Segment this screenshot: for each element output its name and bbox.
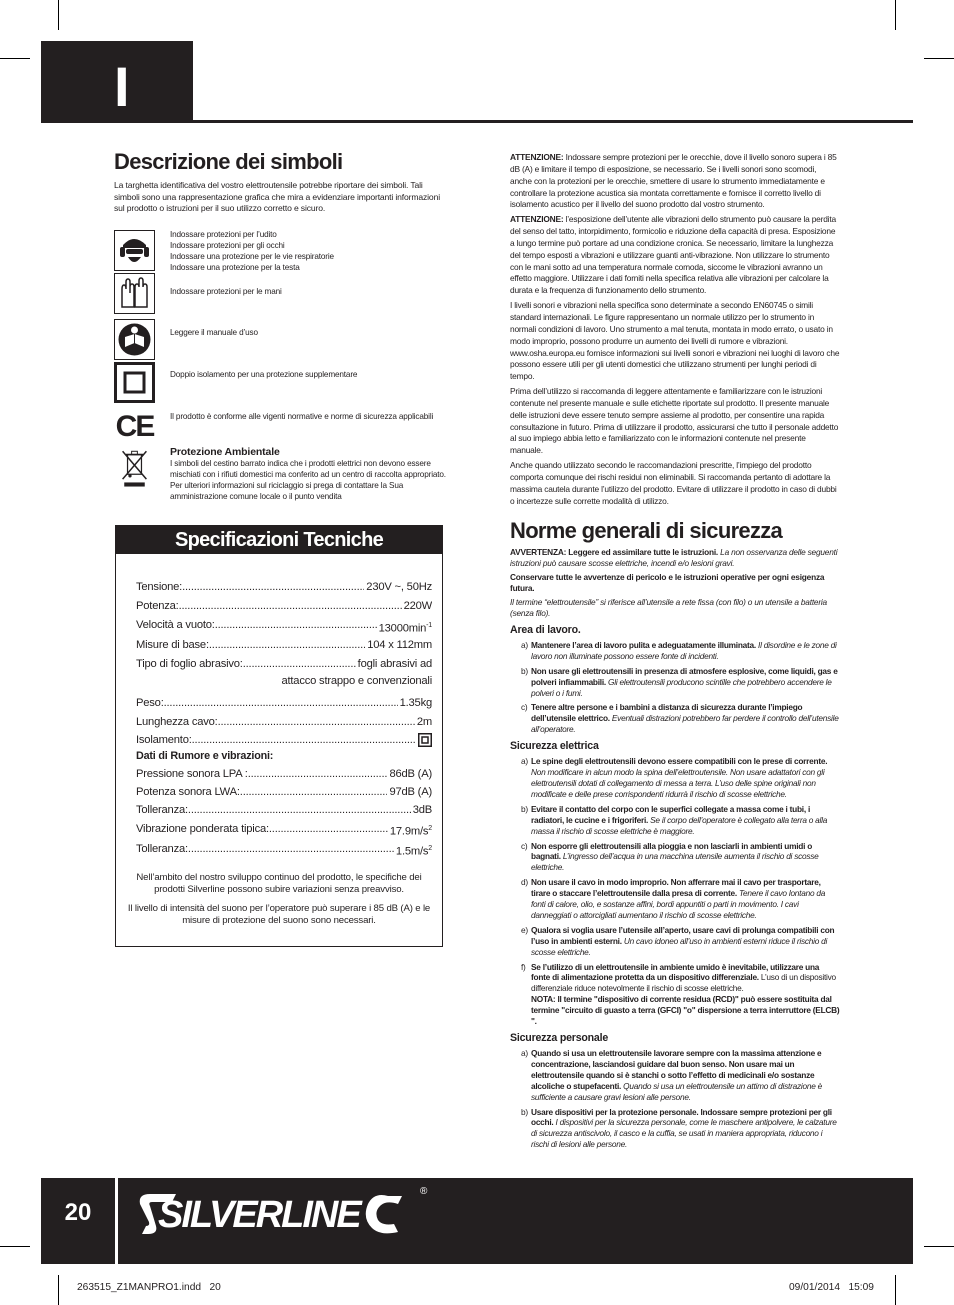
spec-unit-exponent: -1 bbox=[426, 622, 432, 630]
list-item bbox=[510, 756, 840, 800]
list-item bbox=[510, 1048, 840, 1103]
symbols-section bbox=[114, 148, 446, 215]
print-slug-date: 09/01/2014 15:09 bbox=[789, 1282, 874, 1293]
item-bold: Quando si usa un elettroutensile lavorare sempre con la massima attenzione e concentrazione, lasciandosi guidare dal buon senso. Non usare mai un elettroutensile quando si è stanchi o sotto l’effetto di medicinali e/o sostanze alcoliche o stupefacenti. bbox=[531, 1048, 822, 1091]
crop-mark bbox=[924, 1246, 954, 1247]
symbols-intro: La targhetta identificativa del vostro elettroutensile potrebbe riportare dei simboli. Tali simboli sono una rappresentazione grafica che mira a evidenziare importanti informazioni sul prodotto o istruzioni per il suo utilizzo corretto e sicuro. bbox=[114, 180, 440, 213]
item-italic: Un cavo idoneo all’uso in ambienti esterni riduce il rischio di scosse elettriche. bbox=[531, 935, 828, 957]
spec-label: Tolleranza: bbox=[136, 804, 188, 817]
warning-text: Indossare sempre protezioni per le orecchie, dove il livello sonoro supera i 85 dB (A) e limitare il tempo di esposizione, se necessario. Se i livelli sonori sono scomodi, anche con la protezioni per le orecchie, smettere di usare lo strumento immediatamente e controllare la protezione acustica sia montata correttamente e fornisce il corretto livello di isolamento acustico per il livello del suono prodotto dal vostro strumento. bbox=[510, 152, 837, 210]
list-item bbox=[510, 666, 840, 699]
spec-value-continued: attacco strappo e convenzionali bbox=[281, 674, 432, 687]
header-rule bbox=[193, 120, 913, 123]
list-item bbox=[510, 804, 840, 837]
ce-mark-icon: CE bbox=[115, 410, 154, 443]
item-letter: f) bbox=[521, 961, 526, 972]
warning-text: l’esposizione dell’utente alle vibrazioni dello strumento può causare la perdita del senso del tatto, intorpidimento, formicolio e riduzione della capacità di presa. Esposizione a lungo termine può portare ad una condizione cronica. Se necessario, limitare la lunghezza del tempo esposti a vibrazioni e utilizzare guanti anti-vibrazione. Non utilizzare lo strumento con le mani sotto ad una temperatura normale comoda, siccome le vibrazioni avranno un effetto maggiore. Utilizzare i dati forniti nella specifica relativa alle vibrazioni per calcolare la durata e la frequenza di funzionamento dello strumento. bbox=[510, 214, 836, 296]
list-item bbox=[510, 1107, 840, 1151]
warning-label: ATTENZIONE: bbox=[510, 214, 564, 225]
item-note: NOTA: Il termine "dispositivo di corrente residua (RCD)" può essere sostituita dal termine "circuito di guasto a terra (GFCI) "o" dispersione a terra interruttore (ELCB) ". bbox=[531, 994, 840, 1027]
specifications-list bbox=[136, 578, 432, 859]
noise-data-title: Dati di Rumore e vibrazioni: bbox=[136, 750, 274, 763]
crop-mark bbox=[58, 1275, 59, 1305]
spec-unit-exponent: 2 bbox=[428, 845, 432, 853]
spec-value: 1.35kg bbox=[399, 696, 432, 709]
spec-value: 97dB (A) bbox=[389, 786, 432, 799]
item-italic: Non modificare in alcun modo la spina dell’elettroutensile. Non usare adattatori con gli elettroutensili dotati di collegamento di messa a terra. L’uso delle spine originali non modificate e delle prese corrispondenti ridurrà il rischio di scosse elettriche. bbox=[531, 767, 825, 799]
ppe-line: Indossare protezioni per l’udito bbox=[170, 230, 277, 239]
list-item bbox=[510, 962, 840, 1027]
spec-row bbox=[136, 732, 432, 748]
list-item bbox=[510, 841, 840, 874]
spec-value: 230V ~, 50Hz bbox=[366, 581, 432, 593]
spec-row bbox=[136, 783, 432, 801]
item-letter: a) bbox=[521, 639, 528, 650]
crop-mark bbox=[924, 58, 954, 59]
crop-mark bbox=[0, 1246, 30, 1247]
spec-label: Tensione: bbox=[136, 581, 183, 593]
safety-title: Norme generali di sicurezza bbox=[510, 518, 783, 544]
spec-row bbox=[136, 765, 432, 783]
spec-label: Lunghezza cavo: bbox=[136, 716, 218, 729]
spec-label: Potenza sonora LWA: bbox=[136, 786, 240, 799]
spec-note-development: Nell’ambito del nostro sviluppo continuo del prodotto, le specifiche dei prodotti Silverline possono subire variazioni senza preavviso. bbox=[136, 872, 422, 896]
spec-label: Isolamento: bbox=[136, 734, 192, 747]
ppe-line: Indossare protezioni per gli occhi bbox=[170, 240, 285, 250]
spec-label: Misure di base: bbox=[136, 638, 209, 651]
item-bold: Non esporre gli elettroutensili alla pioggia e non lasciarli in ambienti umidi o bagnati. bbox=[531, 840, 813, 862]
general-warning-bold: AVVERTENZA: Leggere ed assimilare tutte le istruzioni. bbox=[510, 547, 719, 558]
crop-mark bbox=[895, 1275, 896, 1305]
ppe-line: Indossare una protezione per le vie respiratorie bbox=[170, 251, 334, 261]
spec-row bbox=[136, 616, 432, 635]
list-item bbox=[510, 640, 840, 662]
item-bold: Le spine degli elettroutensili devono essere compatibili con le prese di corrente. bbox=[531, 756, 828, 767]
print-slug-file: 263515_Z1MANPRO1.indd 20 bbox=[77, 1282, 221, 1293]
crossed-bin-icon bbox=[114, 448, 155, 489]
item-bold: Non usare il cavo in modo improprio. Non afferrare mai il cavo per trasportare, tirare o staccare l’elettroutensile dalla presa di corrente. bbox=[531, 877, 821, 899]
personal-safety-title: Sicurezza personale bbox=[510, 1032, 609, 1044]
spec-value: 220W bbox=[403, 600, 432, 613]
spec-note-noise: Il livello di intensità del suono per l’operatore può superare i 85 dB (A) e le misure di protezione del suono sono necessari. bbox=[127, 903, 431, 927]
page-number: 20 bbox=[64, 1199, 92, 1226]
item-letter: b) bbox=[521, 665, 528, 676]
item-italic: Tenere il cavo lontano da fonti di calore, olio, e sostanze affini, bordi appuntiti o parti in movimento. I cavi danneggiati o attorcigliati aumentano il rischio di scosse elettriche. bbox=[531, 888, 826, 920]
item-italic: L’ingresso dell’acqua in una macchina utensile aumenta il rischio di scosse elettriche. bbox=[531, 851, 819, 873]
read-manual-icon bbox=[114, 319, 155, 360]
item-bold: Se l’utilizzo di un elettroutensile in ambiente umido è inevitabile, utilizzare una fonte di alimentazione protetta da un dispositivo differenziale. bbox=[531, 961, 820, 983]
spec-value: 17.9m/s bbox=[389, 826, 429, 839]
item-text: L’uso di un dispositivo differenziale riduce notevolmente il rischio di scosse elettriche. bbox=[531, 972, 836, 994]
item-bold: Evitare il contatto del corpo con le superfici collegate a massa come i tubi, i radiatori, le cucine e i frigoriferi. bbox=[531, 803, 811, 825]
item-letter: d) bbox=[521, 877, 528, 888]
spec-row bbox=[136, 839, 432, 859]
spec-row bbox=[136, 597, 432, 616]
language-tab bbox=[41, 41, 193, 123]
spec-value: fogli abrasivi ad bbox=[357, 657, 432, 670]
item-bold: Qualora si voglia usare l’utensile all’aperto, usare cavi di prolunga compatibili con l’uso in ambienti esterni. bbox=[531, 924, 835, 946]
registered-mark: ® bbox=[420, 1186, 428, 1197]
footer-divider bbox=[115, 1178, 118, 1264]
list-item bbox=[510, 702, 840, 735]
logo-text: SILVERLINE bbox=[158, 1194, 360, 1236]
gloves-icon bbox=[114, 273, 155, 314]
spec-row bbox=[136, 713, 432, 732]
ppe-line: Indossare una protezione per la testa bbox=[170, 262, 300, 272]
item-italic: Gli elettroutensili producono scintille che potrebbero accendere le polveri o i fumi. bbox=[531, 676, 832, 698]
page-number-box bbox=[41, 1178, 115, 1264]
keep-instructions: Conservare tutte le avvertenze di pericolo e le istruzioni operative per ogni esigenza futura. bbox=[510, 572, 825, 594]
ppe-icon bbox=[114, 230, 155, 271]
item-letter: e) bbox=[521, 924, 528, 935]
crop-mark bbox=[58, 0, 59, 30]
spec-label: Potenza: bbox=[136, 600, 179, 613]
item-italic: Quando si usa un elettroutensile un attimo di distrazione è sufficiente a causare gravi lesioni alle persone. bbox=[531, 1080, 822, 1102]
spec-row bbox=[136, 636, 432, 655]
spec-row bbox=[136, 655, 432, 674]
manual-text: Leggere il manuale d’uso bbox=[170, 328, 258, 337]
spec-label: Tolleranza: bbox=[136, 843, 188, 856]
silverline-logo bbox=[136, 1188, 436, 1242]
warning-label: ATTENZIONE: bbox=[510, 152, 564, 162]
electrical-safety-title: Sicurezza elettrica bbox=[510, 740, 599, 753]
spec-value: 13000min bbox=[378, 623, 427, 636]
crop-mark bbox=[0, 58, 30, 59]
item-italic: Il disordine e le zone di lavoro non illuminate possono essere fonte di incidenti. bbox=[531, 639, 837, 661]
spec-value: 3dB bbox=[412, 804, 432, 817]
ce-text: Il prodotto è conforme alle vigenti normative e norme di sicurezza applicabili bbox=[170, 412, 434, 421]
spec-label: Pressione sonora LPA : bbox=[136, 768, 248, 781]
term-definition: Il termine “elettroutensile” si riferisce all’utensile a rete fissa (con filo) o un utensile a batteria (senza filo). bbox=[510, 597, 827, 618]
item-letter: c) bbox=[521, 840, 528, 851]
crop-mark bbox=[895, 0, 896, 30]
item-letter: b) bbox=[521, 1106, 528, 1117]
double-insulation-icon bbox=[114, 362, 155, 403]
list-item bbox=[510, 877, 840, 921]
footer-bar bbox=[41, 1178, 913, 1264]
item-bold: Tenere altre persone e i bambini a distanza di sicurezza durante l’impiego dell’utensile elettrico. bbox=[531, 702, 803, 724]
read-manual-paragraph: Prima dell’utilizzo si raccomanda di leggere attentamente e familiarizzare con le istruzioni contenute nel presente manuale e sulle etichette riportate sul prodotto. Il presente manuale delle istruzioni deve essere tenuto sempre assieme al prodotto, per consentire una rapida consultazione in futuro. Prima di utilizzare il prodotto, assicurarsi che tutto il personale addetto al suo impiego abbia letto e familiarizzato con le informazioni contenute nel presente manuale. bbox=[510, 386, 839, 456]
item-letter: c) bbox=[521, 702, 528, 713]
spec-value: 2m bbox=[416, 716, 432, 729]
spec-value: 104 x 112mm bbox=[367, 638, 432, 651]
gloves-text: Indossare protezioni per le mani bbox=[170, 287, 282, 296]
item-italic: Eventuali distrazioni potrebbero far perdere il controllo dell’utensile all’operatore. bbox=[531, 713, 839, 735]
residual-risk-paragraph: Anche quando utilizzato secondo le raccomandazioni prescritte, l’impiego del prodotto comporta comunque dei rischi residui non eliminabili. Si raccomanda pertanto di adottare la massima cautela durante l’utilizzo del prodotto. Evitare di utilizzare il prodotto in caso di dubbi o incertezze sulle corrette modalità di utilizzo. bbox=[510, 460, 837, 506]
environment-title: Protezione Ambientale bbox=[170, 446, 280, 458]
item-letter: b) bbox=[521, 803, 528, 814]
symbols-title: Descrizione dei simboli bbox=[114, 149, 343, 174]
general-warning-italic: La non osservanza delle seguenti istruzioni può causare scosse elettriche, incendi e/o lesioni gravi. bbox=[510, 547, 838, 569]
item-italic: I dispositivi per la sicurezza personale, come le maschere antipolvere, le calzature di sicurezza antiscivolo, il casco e la cuffia, se usati in maniera appropriata, riducono i rischi di lesioni alle persone. bbox=[531, 1117, 837, 1150]
spec-label: Velocità a vuoto: bbox=[136, 619, 215, 632]
spec-row bbox=[136, 694, 432, 713]
item-letter: a) bbox=[521, 756, 528, 767]
spec-label: Peso: bbox=[136, 696, 164, 709]
spec-label: Vibrazione ponderata tipica: bbox=[136, 823, 269, 836]
safety-column bbox=[510, 152, 840, 1154]
spec-row bbox=[136, 801, 432, 819]
item-bold: Non usare gli elettroutensili in presenza di atmosfere esplosive, come liquidi, gas e polveri infiammabili. bbox=[531, 665, 838, 687]
vibration-warning bbox=[510, 214, 840, 297]
environment-text: I simboli del cestino barrato indica che i prodotti elettrici non devono essere mischiati con i rifiuti domestici ma conferito ad un centro di raccolta appropriato. Per ulteriori informazioni sul riciclaggio si prega di contattare la Sua amministrazione comune locale o il punto vendita bbox=[170, 459, 446, 501]
general-warning bbox=[510, 547, 840, 569]
item-bold: Usare dispositivi per la protezione personale. Indossare sempre protezioni per gli occhi. bbox=[531, 1106, 832, 1128]
spec-unit-exponent: 2 bbox=[428, 825, 432, 833]
spec-value: 1.5m/s bbox=[395, 846, 429, 859]
specifications-box bbox=[115, 525, 443, 947]
spec-row bbox=[136, 819, 432, 839]
double-insulation-text: Doppio isolamento per una protezione supplementare bbox=[170, 370, 358, 379]
noise-warning bbox=[510, 152, 840, 211]
item-bold: Mantenere l’area di lavoro pulita e adeguatamente illuminata. bbox=[531, 639, 756, 650]
double-insulation-icon bbox=[418, 733, 432, 747]
spec-label: Tipo di foglio abrasivo: bbox=[136, 657, 243, 670]
levels-paragraph: I livelli sonori e vibrazioni nella specifica sono determinate a secondo EN60745 o simili standard internazionali. Le figure rappresentano un normale utilizzo per lo strumento in normali condizioni di lavoro. Uno strumento a mal tenuta, montata in modo errato, o usato in modo improprio, possono produrre un aumento dei livelli di rumore e vibrazioni. www.osha.europa.eu fornisce informazioni sui livelli sonori e vibrazioni nei luoghi di lavoro che possono essere utili per gli utenti domestici che utilizzano strumenti per lunghi periodi di tempo. bbox=[510, 300, 840, 382]
spec-value: 86dB (A) bbox=[389, 768, 432, 781]
item-letter: a) bbox=[521, 1048, 528, 1058]
list-item bbox=[510, 925, 840, 958]
item-italic: Se il corpo dell’operatore è collegato alla terra o alla massa il rischio di scosse elettriche è maggiore. bbox=[531, 814, 828, 836]
spec-row bbox=[136, 578, 432, 597]
language-letter: I bbox=[114, 55, 130, 118]
specifications-title: Specificazioni Tecniche bbox=[116, 526, 442, 554]
work-area-title: Area di lavoro. bbox=[510, 623, 581, 636]
